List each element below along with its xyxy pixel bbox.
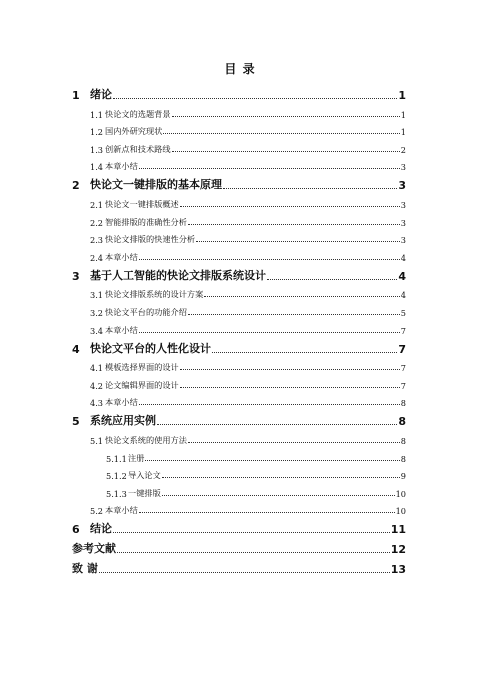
toc-entry[interactable] <box>72 210 406 228</box>
toc-entry-page: 10 <box>395 506 406 517</box>
dot-leader <box>196 241 400 242</box>
toc-entry-title: 创新点和技术路线 <box>105 143 171 154</box>
toc-entry-number: 3 <box>72 269 80 283</box>
toc-entry-page: 7 <box>400 363 406 374</box>
toc-entry-title: 快论文一键排版概述 <box>105 198 179 209</box>
dot-leader <box>212 352 397 353</box>
toc-entry[interactable] <box>72 356 406 374</box>
dot-leader <box>113 532 390 533</box>
dot-leader <box>139 404 400 405</box>
toc-entry-title: 快论文平台的人性化设计 <box>90 341 211 355</box>
toc-entry-page: 3 <box>398 179 406 193</box>
toc-entry-number: 4.1 <box>90 363 104 374</box>
toc-entry-number: 5.1.3 <box>106 488 127 499</box>
dot-leader <box>188 314 400 315</box>
toc-entry-number: 1.2 <box>90 127 104 138</box>
toc-entry-page: 4 <box>400 252 406 263</box>
dot-leader <box>204 296 400 297</box>
toc-entry[interactable] <box>72 283 406 301</box>
toc-entry-page: 3 <box>400 199 406 210</box>
toc-entry[interactable] <box>72 245 406 263</box>
toc-entry[interactable] <box>72 536 406 556</box>
dot-leader <box>180 369 400 370</box>
toc-entry-title: 快论文排版系统的设计方案 <box>105 289 204 300</box>
toc-entry-number: 3.2 <box>90 307 104 318</box>
toc-entry-number: 5 <box>72 415 80 429</box>
toc-entry-page: 8 <box>398 415 406 429</box>
toc-entry-page: 3 <box>400 162 406 173</box>
toc-entry-number: 6 <box>72 523 80 537</box>
dot-leader <box>113 98 397 99</box>
toc-entry-number: 4.3 <box>90 398 104 409</box>
dot-leader <box>172 151 400 152</box>
toc-entry-number: 5.1.2 <box>106 471 127 482</box>
toc-entry-page: 9 <box>400 471 406 482</box>
toc-entry-number: 1.4 <box>90 162 104 173</box>
toc-entry-page: 7 <box>400 325 406 336</box>
toc-entry-title: 导入论文 <box>128 470 161 481</box>
toc-entry-page: 1 <box>400 109 406 120</box>
toc-entry-title: 快论文平台的功能介绍 <box>105 306 187 317</box>
toc-entry-page: 12 <box>390 543 406 557</box>
toc-entry[interactable] <box>72 155 406 173</box>
toc-entry[interactable] <box>72 102 406 120</box>
toc-entry-title: 本章小结 <box>105 397 138 408</box>
toc-entry-number: 4.2 <box>90 380 104 391</box>
toc-entry-page: 7 <box>400 380 406 391</box>
toc-entry-number: 3.4 <box>90 325 104 336</box>
toc-entry-number: 5.1.1 <box>106 453 127 464</box>
dot-leader <box>139 168 400 169</box>
toc-entry-title: 一键排版 <box>128 487 161 498</box>
toc-entry[interactable] <box>72 192 406 210</box>
dot-leader <box>163 133 399 134</box>
toc-entry-page: 13 <box>390 563 406 577</box>
dot-leader <box>139 259 400 260</box>
toc-entry[interactable] <box>72 516 406 536</box>
dot-leader <box>157 424 397 425</box>
toc-entry[interactable] <box>72 318 406 336</box>
toc-entry-number: 5.1 <box>90 435 104 446</box>
toc-entry[interactable] <box>72 172 406 192</box>
dot-leader <box>180 387 400 388</box>
dot-leader <box>172 116 400 117</box>
toc-entry-page: 5 <box>400 307 406 318</box>
toc-entry-title: 绪论 <box>90 88 112 101</box>
toc-entry-title: 参考文献 <box>72 542 116 556</box>
toc-entry[interactable] <box>72 556 406 576</box>
dot-leader <box>117 552 390 553</box>
dot-leader <box>162 477 400 478</box>
toc-entry-number: 2.4 <box>90 252 104 263</box>
dot-leader <box>139 332 400 333</box>
toc-entry-number: 1.3 <box>90 144 104 155</box>
dot-leader <box>162 495 395 496</box>
dot-leader <box>188 224 400 225</box>
toc-title: 目 录 <box>224 62 256 76</box>
toc-entry[interactable] <box>72 373 406 391</box>
toc-entry-title: 本章小结 <box>105 161 138 172</box>
toc-entry-page: 1 <box>398 89 406 102</box>
dot-leader <box>223 188 397 189</box>
toc-entry-page: 7 <box>398 342 406 356</box>
toc-entry[interactable] <box>72 336 406 356</box>
toc-entry-page: 4 <box>400 290 406 301</box>
toc-entry-title: 致 谢 <box>72 562 98 576</box>
toc-entry[interactable] <box>72 300 406 318</box>
toc-entry-page: 3 <box>400 217 406 228</box>
toc-entry-page: 2 <box>400 144 406 155</box>
toc-entry-title: 基于人工智能的快论文排版系统设计 <box>90 268 266 282</box>
dot-leader <box>99 572 390 573</box>
toc-entry-page: 11 <box>390 523 406 537</box>
toc-entry-title: 快论文排版的快速性分析 <box>105 234 196 245</box>
toc-entry-title: 快论文一键排版的基本原理 <box>90 178 222 192</box>
toc-entry-title: 注册 <box>128 452 145 463</box>
toc-entry-page: 4 <box>398 269 406 283</box>
dot-leader <box>139 512 395 513</box>
toc-entry-number: 5.2 <box>90 506 104 517</box>
table-of-contents <box>72 82 406 576</box>
toc-entry[interactable] <box>72 391 406 409</box>
toc-entry[interactable] <box>72 137 406 155</box>
toc-entry-page: 3 <box>400 235 406 246</box>
toc-entry-number: 2.3 <box>90 235 104 246</box>
toc-entry-title: 本章小结 <box>105 505 138 516</box>
toc-entry-number: 2.1 <box>90 199 104 210</box>
toc-entry-title: 智能排版的准确性分析 <box>105 216 187 227</box>
dot-leader <box>267 279 397 280</box>
toc-entry-title: 快论文系统的使用方法 <box>105 434 187 445</box>
toc-entry[interactable] <box>72 481 406 499</box>
toc-entry-page: 8 <box>400 398 406 409</box>
dot-leader <box>188 442 400 443</box>
dot-leader <box>145 460 399 461</box>
toc-entry[interactable] <box>72 82 406 102</box>
toc-entry-number: 2.2 <box>90 217 104 228</box>
toc-entry-title: 系统应用实例 <box>90 414 156 428</box>
toc-entry-page: 1 <box>400 127 406 138</box>
toc-entry-title: 模板选择界面的设计 <box>105 362 179 373</box>
toc-entry[interactable] <box>72 408 406 428</box>
toc-entry-number: 1 <box>72 89 80 102</box>
toc-entry-title: 本章小结 <box>105 251 138 262</box>
toc-entry-page: 10 <box>395 488 406 499</box>
toc-entry-title: 结论 <box>90 522 112 536</box>
dot-leader <box>180 206 400 207</box>
toc-entry-title: 国内外研究现状 <box>105 126 163 137</box>
toc-entry-page: 8 <box>400 453 406 464</box>
toc-entry-number: 4 <box>72 342 80 356</box>
toc-entry[interactable] <box>72 428 406 446</box>
toc-entry[interactable] <box>72 263 406 283</box>
toc-entry-number: 1.1 <box>90 109 104 120</box>
toc-entry-title: 论文编辑界面的设计 <box>105 379 179 390</box>
toc-entry[interactable] <box>72 120 406 138</box>
toc-entry[interactable] <box>72 499 406 517</box>
toc-entry[interactable] <box>72 228 406 246</box>
toc-entry[interactable] <box>72 464 406 482</box>
toc-entry-title: 本章小结 <box>105 324 138 335</box>
toc-entry-number: 2 <box>72 179 80 193</box>
toc-entry[interactable] <box>72 446 406 464</box>
toc-entry-title: 快论文的选题背景 <box>105 108 171 119</box>
toc-entry-number: 3.1 <box>90 290 104 301</box>
toc-entry-page: 8 <box>400 435 406 446</box>
